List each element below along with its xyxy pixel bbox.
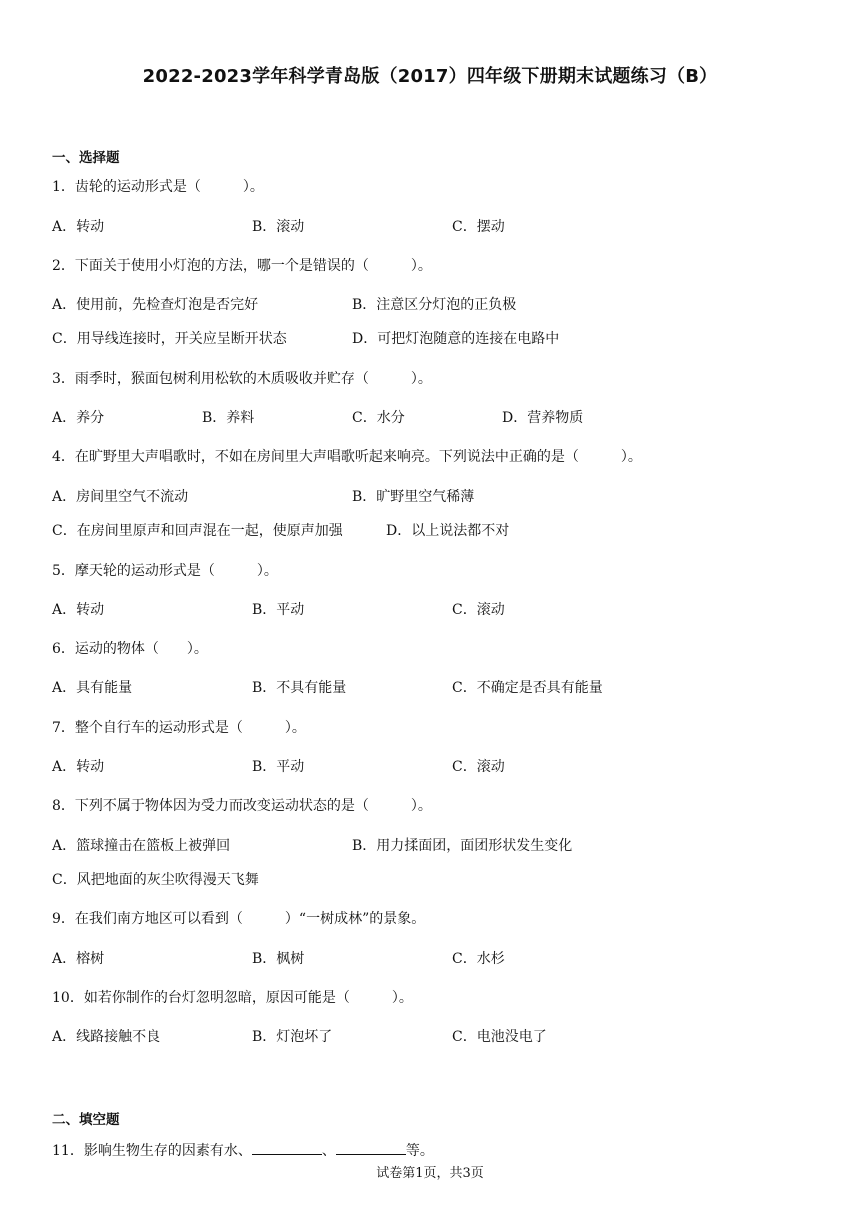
question-9-stem: 9．在我们南方地区可以看到（ ）“一树成林”的景象。 xyxy=(52,911,426,927)
question-8-option-a: A．篮球撞击在篮板上被弹回 xyxy=(52,838,231,854)
question-5-option-a: A．转动 xyxy=(52,602,105,618)
section-heading-multiple-choice: 一、选择题 xyxy=(52,150,120,166)
question-10-option-c: C．电池没电了 xyxy=(452,1029,547,1045)
question-7-option-a: A．转动 xyxy=(52,759,105,775)
question-7-stem: 7．整个自行车的运动形式是（ ）。 xyxy=(52,720,306,736)
question-2-option-c: C．用导线连接时，开关应呈断开状态 xyxy=(52,331,287,347)
question-1-option-a: A．转动 xyxy=(52,219,105,235)
page-title: 2022-2023学年科学青岛版（2017）四年级下册期末试题练习（B） xyxy=(142,66,718,87)
question-9-option-a: A．榕树 xyxy=(52,951,105,967)
question-4-option-c: C．在房间里原声和回声混在一起，使原声加强 xyxy=(52,523,343,539)
question-8-option-b: B．用力揉面团，面团形状发生变化 xyxy=(352,838,573,854)
question-2-option-b: B．注意区分灯泡的正负极 xyxy=(352,297,517,313)
question-10-option-b: B．灯泡坏了 xyxy=(252,1029,333,1045)
question-1-option-b: B．滚动 xyxy=(252,219,305,235)
question-3-option-b: B．养料 xyxy=(202,410,255,426)
question-11-suffix: 等。 xyxy=(405,1143,434,1159)
question-10-option-a: A．线路接触不良 xyxy=(52,1029,161,1045)
page-footer: 试卷第1页，共3页 xyxy=(376,1166,484,1181)
question-6-stem: 6．运动的物体（ ）。 xyxy=(52,641,208,657)
question-8-stem: 8．下列不属于物体因为受力而改变运动状态的是（ ）。 xyxy=(52,798,432,814)
question-3-stem: 3．雨季时，猴面包树利用松软的木质吸收并贮存（ ）。 xyxy=(52,371,432,387)
question-4-option-a: A．房间里空气不流动 xyxy=(52,489,189,505)
answer-blank-1[interactable] xyxy=(252,1140,322,1155)
question-5-stem: 5．摩天轮的运动形式是（ ）。 xyxy=(52,563,278,579)
question-5-option-c: C．滚动 xyxy=(452,602,505,618)
question-2-option-a: A．使用前，先检查灯泡是否完好 xyxy=(52,297,259,313)
question-7-option-b: B．平动 xyxy=(252,759,305,775)
question-1-option-c: C．摆动 xyxy=(452,219,505,235)
question-3-option-d: D．营养物质 xyxy=(502,410,584,426)
answer-blank-2[interactable] xyxy=(336,1140,406,1155)
section-heading-fill-in: 二、填空题 xyxy=(52,1112,120,1128)
question-9-option-b: B．枫树 xyxy=(252,951,305,967)
question-6-option-b: B．不具有能量 xyxy=(252,680,347,696)
question-6-option-a: A．具有能量 xyxy=(52,680,133,696)
question-4-option-d: D．以上说法都不对 xyxy=(386,523,510,539)
question-2-stem: 2．下面关于使用小灯泡的方法，哪一个是错误的（ ）。 xyxy=(52,258,432,274)
question-5-option-b: B．平动 xyxy=(252,602,305,618)
question-8-option-c: C．风把地面的灰尘吹得漫天飞舞 xyxy=(52,872,259,888)
question-11-separator: 、 xyxy=(321,1143,336,1159)
question-11-stem xyxy=(52,1140,434,1160)
question-3-option-a: A．养分 xyxy=(52,410,105,426)
question-11-prefix: 11．影响生物生存的因素有水、 xyxy=(52,1143,252,1159)
question-2-option-d: D．可把灯泡随意的连接在电路中 xyxy=(352,331,560,347)
question-10-stem: 10．如若你制作的台灯忽明忽暗，原因可能是（ ）。 xyxy=(52,990,413,1006)
question-1-stem: 1．齿轮的运动形式是（ ）。 xyxy=(52,179,264,195)
question-6-option-c: C．不确定是否具有能量 xyxy=(452,680,603,696)
question-3-option-c: C．水分 xyxy=(352,410,405,426)
question-4-stem: 4．在旷野里大声唱歌时，不如在房间里大声唱歌听起来响亮。下列说法中正确的是（ ）。 xyxy=(52,449,642,465)
question-7-option-c: C．滚动 xyxy=(452,759,505,775)
question-4-option-b: B．旷野里空气稀薄 xyxy=(352,489,475,505)
question-9-option-c: C．水杉 xyxy=(452,951,505,967)
